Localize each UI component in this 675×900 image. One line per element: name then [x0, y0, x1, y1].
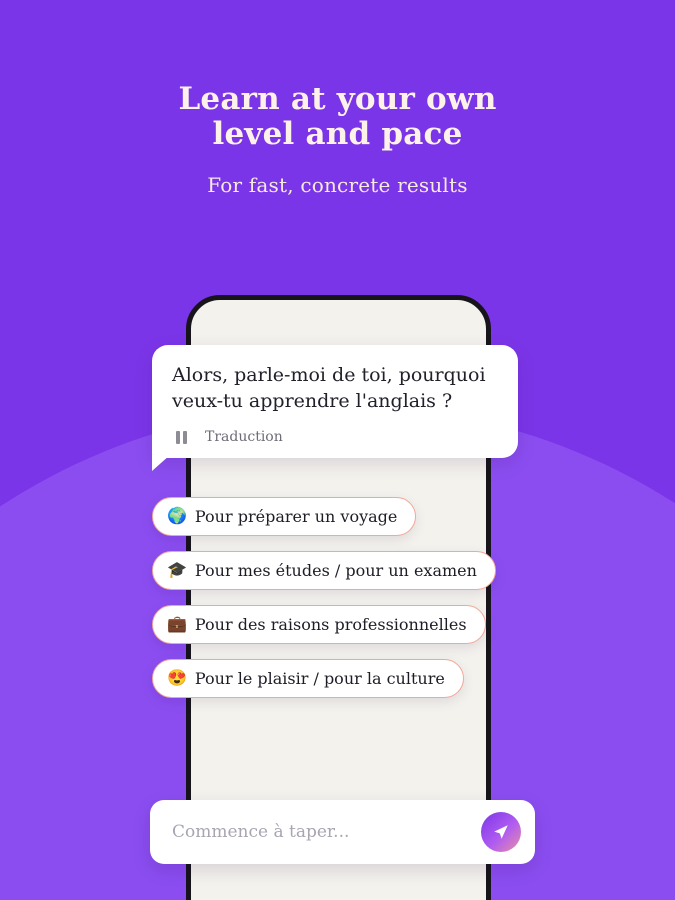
globe-emoji-icon: 🌍 [167, 507, 187, 525]
list-item[interactable] [152, 659, 464, 698]
message-input[interactable] [170, 821, 481, 843]
list-item[interactable] [152, 551, 496, 590]
message-composer [150, 800, 535, 864]
pause-icon[interactable] [172, 429, 191, 446]
bot-message-bubble [152, 345, 518, 458]
bot-message-actions [172, 429, 498, 446]
promo-headline-line-2: level and pace [212, 115, 463, 152]
bubble-tail-decoration [152, 455, 170, 471]
send-paper-plane-icon [492, 823, 510, 841]
promo-headline-line-1: Learn at your own [178, 81, 497, 117]
list-item[interactable] [152, 497, 416, 536]
option-label: Pour préparer un voyage [194, 507, 398, 526]
graduation-cap-emoji-icon: 🎓 [167, 561, 187, 579]
translation-button[interactable]: Traduction [205, 429, 283, 446]
send-button[interactable] [481, 812, 521, 852]
heart-eyes-emoji-icon: 😍 [167, 669, 187, 687]
promo-subheadline: For fast, concrete results [207, 173, 468, 198]
promo-headline-block [0, 82, 675, 197]
list-item[interactable] [152, 605, 486, 644]
option-label: Pour des raisons professionnelles [194, 615, 467, 634]
option-label: Pour le plaisir / pour la culture [194, 669, 445, 688]
briefcase-emoji-icon: 💼 [167, 615, 187, 633]
bot-message-text: Alors, parle-moi de toi, pourquoi veux-tu apprendre l'anglais ? [172, 364, 486, 412]
quick-reply-options [152, 497, 532, 713]
option-label: Pour mes études / pour un examen [194, 561, 477, 580]
